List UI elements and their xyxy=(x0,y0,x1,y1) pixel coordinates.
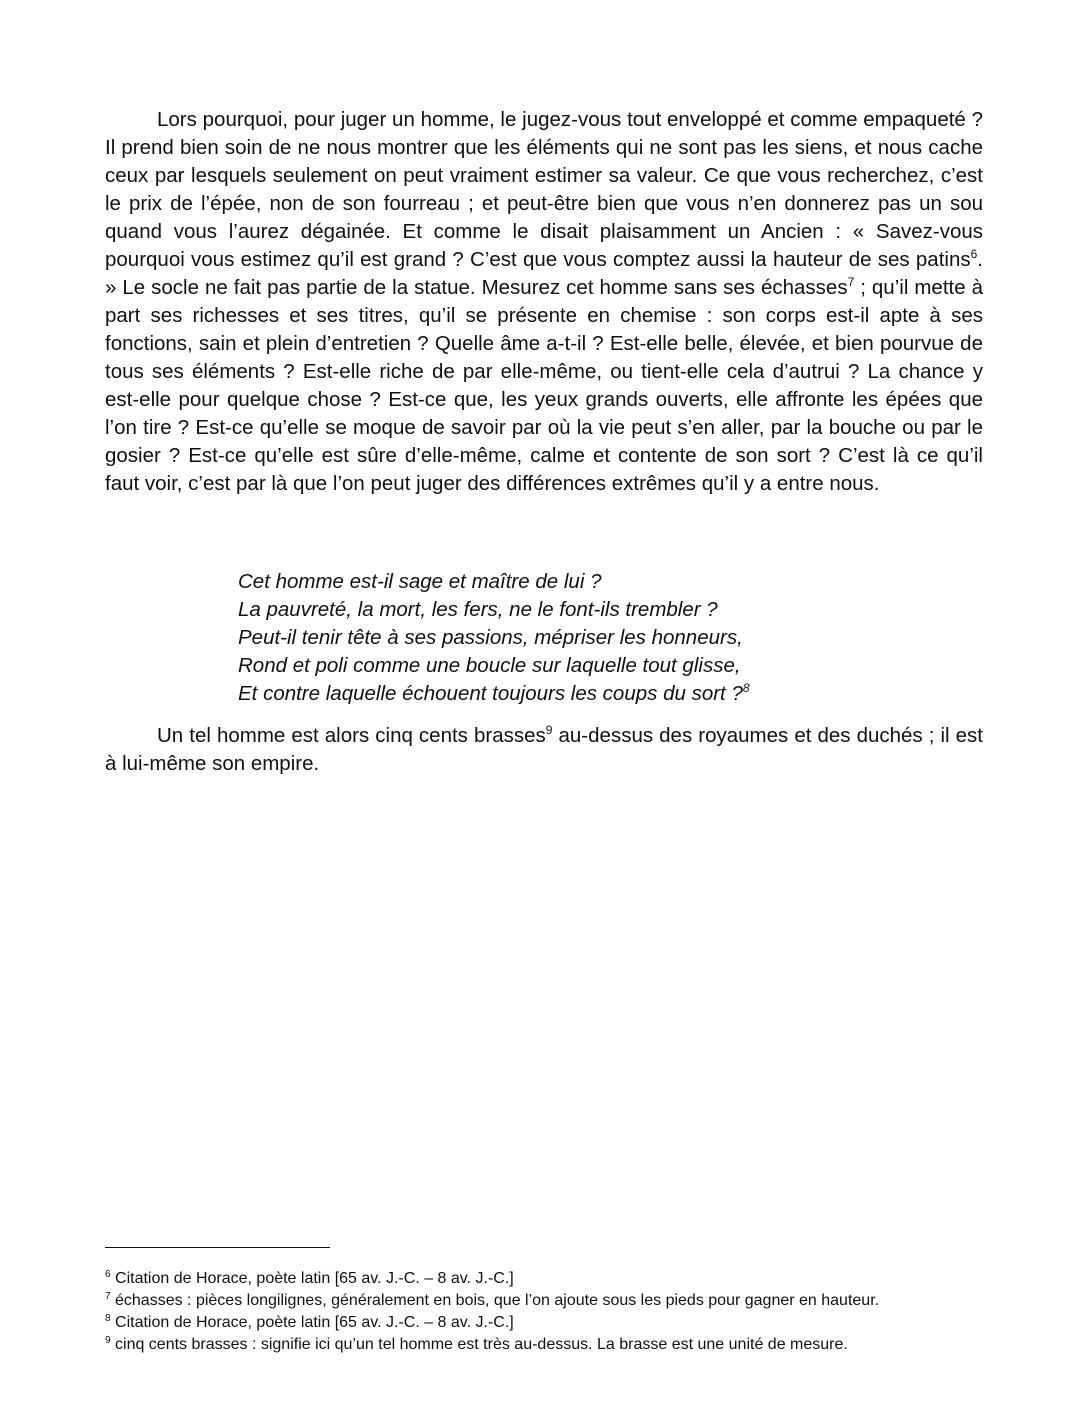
verse-line-2: La pauvreté, la mort, les fers, ne le font-ils trembler ? xyxy=(238,598,718,621)
footnote-9 xyxy=(105,1334,983,1356)
footnotes-section xyxy=(105,1268,983,1356)
paragraph-2-text-b: au-dessus des royaumes et des duchés ; il est à lui-même son empire. xyxy=(105,724,983,775)
body-paragraph-2 xyxy=(105,722,983,778)
paragraph-1-text-b: . » Le socle ne fait pas partie de la statue. Mesurez cet homme sans ses échasses xyxy=(105,248,983,299)
footnote-number-9: 9 xyxy=(105,1335,111,1346)
footnote-text-8: Citation de Horace, poète latin [65 av. J.-C. – 8 av. J.-C.] xyxy=(110,1314,514,1331)
verse-line-3: Peut-il tenir tête à ses passions, mépriser les honneurs, xyxy=(238,626,743,649)
verse-line-1: Cet homme est-il sage et maître de lui ? xyxy=(238,570,602,593)
verse-quote xyxy=(238,568,938,708)
body-paragraph-1 xyxy=(105,106,983,498)
footnote-number-7: 7 xyxy=(105,1291,111,1302)
footnote-ref-8[interactable]: 8 xyxy=(742,681,750,695)
verse-line-4: Rond et poli comme une boucle sur laquelle tout glisse, xyxy=(238,654,741,677)
footnote-7 xyxy=(105,1290,983,1312)
footnote-ref-7[interactable]: 7 xyxy=(847,275,855,289)
paragraph-2-text-a: Un tel homme est alors cinq cents brasses xyxy=(157,724,546,747)
footnote-number-8: 8 xyxy=(105,1313,111,1324)
footnote-ref-6[interactable]: 6 xyxy=(970,247,978,261)
footnote-ref-9[interactable]: 9 xyxy=(545,723,553,737)
footnote-text-9: cinq cents brasses : signifie ici qu’un tel homme est très au-dessus. La brasse est une unité de mesure. xyxy=(110,1336,848,1353)
footnote-text-6: Citation de Horace, poète latin [65 av. J.-C. – 8 av. J.-C.] xyxy=(110,1270,514,1287)
footnote-8 xyxy=(105,1312,983,1334)
verse-line-5-text: Et contre laquelle échouent toujours les coups du sort ? xyxy=(238,682,743,705)
verse-line-5 xyxy=(238,680,938,708)
footnote-separator xyxy=(105,1247,330,1248)
footnote-6 xyxy=(105,1268,983,1290)
paragraph-1-text-c: ; qu’il mette à part ses richesses et ses titres, qu’il se présente en chemise : son corps est-il apte à ses fonctions, sain et plein d’entretien ? Quelle âme a-t-il ? Est-elle belle, élevée, et bien pourvue de tous ses éléments ? Est-elle riche de par elle-même, ou tient-elle cela d’autrui ? La chance y est-elle pour quelque chose ? Est-ce que, les yeux grands ouverts, elle affronte les épées que l’on tire ? Est-ce qu’elle se moque de savoir par où la vie peut s’en aller, par la bouche ou par le gosier ? Est-ce qu’elle est sûre d’elle-même, calme et contente de son sort ? C’est là ce qu’il faut voir, c’est par là que l’on peut juger des différences extrêmes qu’il y a entre nous. xyxy=(105,276,983,495)
footnote-text-7: échasses : pièces longilignes, généralement en bois, que l’on ajoute sous les pieds pour gagner en hauteur. xyxy=(110,1292,880,1309)
paragraph-1-text-a: Lors pourquoi, pour juger un homme, le jugez-vous tout enveloppé et comme empaqueté ? Il prend bien soin de ne nous montrer que les éléments qui ne sont pas les siens, et nous cache ceux par lesquels seulement on peut vraiment estimer sa valeur. Ce que vous recherchez, c’est le prix de l’épée, non de son fourreau ; et peut-être bien que vous n’en donnerez pas un sou quand vous l’aurez dégainée. Et comme le disait plaisamment un Ancien : « Savez-vous pourquoi vous estimez qu’il est grand ? C’est que vous comptez aussi la hauteur de ses patins xyxy=(105,108,983,271)
footnote-number-6: 6 xyxy=(105,1269,111,1280)
